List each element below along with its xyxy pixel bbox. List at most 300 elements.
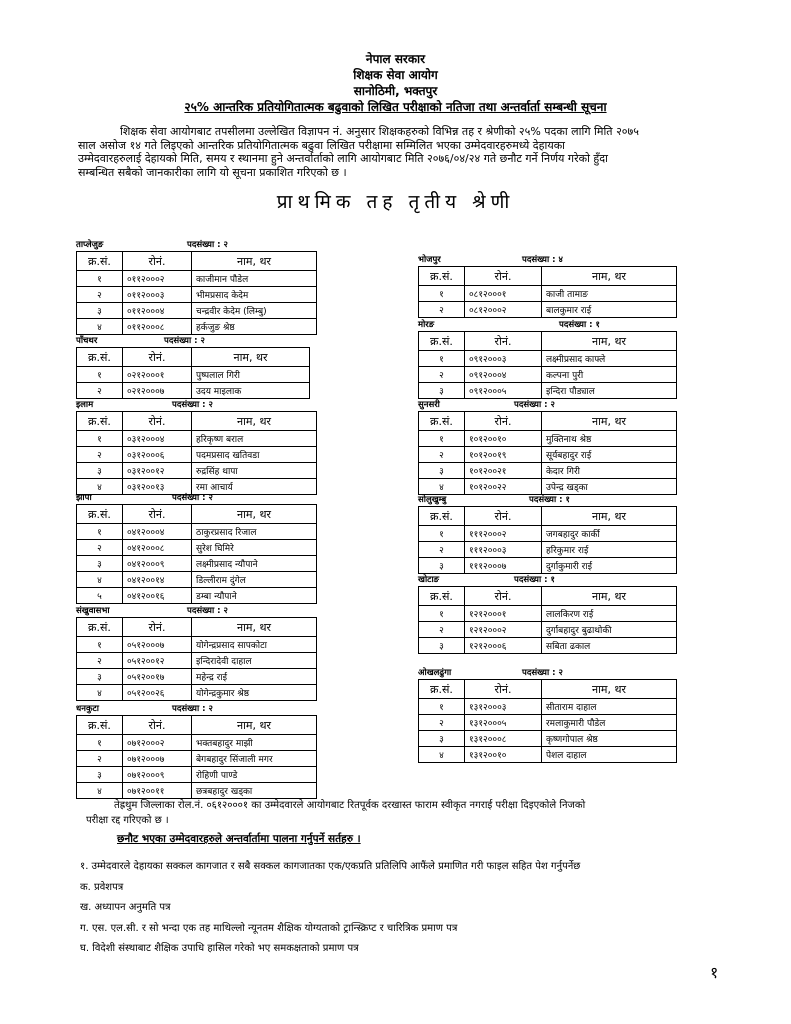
table-row — [77, 637, 317, 653]
candidate-name: हरिकृष्ण बराल — [192, 431, 317, 447]
serial-number: ३ — [419, 558, 465, 574]
roll-number: ०५१२००२६ — [123, 685, 192, 701]
roll-number: ०४१२००१६ — [123, 588, 192, 604]
serial-number: २ — [77, 383, 123, 399]
post-count-label: पदसंख्या : — [514, 575, 548, 585]
requirement-item: ख. अध्यापन अनुमति पत्र — [80, 902, 171, 913]
intro-paragraph — [78, 125, 733, 179]
col-sn-header: क्र.सं. — [419, 587, 465, 606]
table-row — [77, 524, 317, 540]
district-name: धनकुटा — [76, 704, 99, 714]
table-row — [77, 447, 317, 463]
roll-number: १०१२००१९ — [465, 447, 542, 463]
col-name-header: नाम, थर — [542, 332, 677, 351]
col-roll-header: रोनं. — [465, 412, 542, 431]
candidate-table — [418, 266, 677, 318]
district-name: खोटाङ — [418, 575, 440, 585]
post-count-label: पदसंख्या : — [164, 336, 198, 346]
serial-number: ३ — [419, 731, 465, 747]
table-row — [77, 653, 317, 669]
serial-number: २ — [419, 302, 465, 318]
post-count-value: २ — [223, 240, 228, 250]
serial-number: २ — [77, 751, 123, 767]
table-row — [77, 303, 317, 319]
roll-number: १३१२०००५ — [465, 715, 542, 731]
district-block — [76, 702, 317, 799]
serial-number: १ — [77, 367, 123, 383]
intro-line: उम्मेदवारहरुलाई देहायको मिति, समय र स्थानमा हुने अन्तर्वार्ताको लागि आयोगबाट मिति २०७६/०४/२४ गते छनौट गर्ने निर्णय गरेको हुँदा — [78, 152, 608, 165]
table-row — [77, 767, 317, 783]
district-name: इलाम — [76, 400, 94, 410]
roll-number: ०७१२००११ — [123, 783, 192, 799]
candidate-table — [76, 617, 317, 701]
post-count-label: पदसंख्या : — [187, 240, 221, 250]
serial-number: १ — [419, 286, 465, 302]
col-sn-header: क्र.सं. — [77, 716, 123, 735]
serial-number: ३ — [77, 303, 123, 319]
roll-number: ०५१२००१७ — [123, 669, 192, 685]
candidate-name: लक्ष्मीप्रसाद काफ्ले — [542, 351, 677, 367]
table-row — [419, 638, 677, 654]
post-count-label: पदसंख्या : — [522, 668, 556, 678]
district-block — [76, 398, 317, 495]
col-sn-header: क्र.सं. — [419, 412, 465, 431]
col-name-header: नाम, थर — [192, 412, 317, 431]
district-block — [418, 573, 677, 654]
roll-number: ०९१२०००४ — [465, 367, 542, 383]
col-name-header: नाम, थर — [192, 252, 317, 271]
serial-number: २ — [77, 653, 123, 669]
col-roll-header: रोनं. — [465, 332, 542, 351]
table-header-row — [77, 716, 317, 735]
serial-number: १ — [77, 271, 123, 287]
serial-number: ४ — [77, 479, 123, 495]
candidate-name: रमा आचार्य — [192, 479, 317, 495]
district-header — [76, 702, 317, 715]
candidate-table — [76, 347, 310, 399]
candidate-name: लालकिरण राई — [542, 606, 677, 622]
col-roll-header: रोनं. — [123, 252, 192, 271]
candidate-table — [418, 411, 677, 495]
table-row — [77, 383, 310, 399]
table-row — [77, 367, 310, 383]
col-sn-header: क्र.सं. — [419, 680, 465, 699]
serial-number: १ — [419, 431, 465, 447]
candidate-name: सीताराम दाहाल — [542, 699, 677, 715]
candidate-table — [418, 679, 677, 763]
roll-number: १२१२०००२ — [465, 622, 542, 638]
post-count-value: २ — [223, 606, 228, 616]
roll-number: ०९१२०००३ — [465, 351, 542, 367]
post-count — [172, 492, 213, 503]
district-header — [418, 253, 677, 266]
roll-number: १०१२००२२ — [465, 479, 542, 495]
table-row — [77, 685, 317, 701]
candidate-name: काजीमान पौडेल — [192, 271, 317, 287]
serial-number: १ — [419, 606, 465, 622]
post-count — [172, 399, 213, 410]
candidate-name: इन्दिरादेवी दाहाल — [192, 653, 317, 669]
roll-number: ०११२०००२ — [123, 271, 192, 287]
serial-number: २ — [77, 447, 123, 463]
candidate-name: भक्तबहादुर माझी — [192, 735, 317, 751]
serial-number: २ — [77, 540, 123, 556]
district-block — [418, 666, 677, 763]
candidate-name: योगेन्द्रप्रसाद सापकोटा — [192, 637, 317, 653]
serial-number: २ — [419, 622, 465, 638]
serial-number: ४ — [77, 685, 123, 701]
col-sn-header: क्र.सं. — [419, 507, 465, 526]
candidate-name: ठाकुरप्रसाद रिजाल — [192, 524, 317, 540]
roll-number: ०७१२०००९ — [123, 767, 192, 783]
roll-number: ०३१२०००६ — [123, 447, 192, 463]
district-name: ताप्लेजुङ — [76, 240, 104, 250]
category-title: प्राथमिक तह तृतीय श्रेणी — [276, 191, 515, 213]
col-sn-header: क्र.सं. — [77, 348, 123, 367]
post-count — [522, 667, 563, 678]
col-name-header: नाम, थर — [192, 618, 317, 637]
post-count — [522, 254, 563, 265]
district-name: भोजपुर — [418, 255, 441, 265]
table-row — [419, 383, 677, 399]
post-count-value: २ — [550, 400, 555, 410]
table-header-row — [77, 505, 317, 524]
table-row — [77, 271, 317, 287]
table-row — [419, 286, 677, 302]
requirement-item: घ. विदेशी संस्थाबाट शैक्षिक उपाधि हासिल गरेको भए समकक्षताको प्रमाण पत्र — [80, 943, 359, 954]
roll-number: १११२०००७ — [465, 558, 542, 574]
serial-number: ३ — [77, 463, 123, 479]
col-sn-header: क्र.सं. — [77, 505, 123, 524]
page-number: १ — [710, 963, 719, 982]
candidate-name: रमलाकुमारी पौडेल — [542, 715, 677, 731]
roll-number: ०२१२०००१ — [123, 367, 192, 383]
roll-number: ०४१२०००९ — [123, 556, 192, 572]
candidate-name: दुर्गाकुमारी राई — [542, 558, 677, 574]
note-line: तेह्रथुम जिल्लाका रोल.नं. ०६१२०००१ का उम्मेदवारले आयोगबाट रितपूर्वक दरखास्त फाराम स्वीकृत नगराई परीक्षा दिइएकोले निजको — [114, 800, 586, 811]
candidate-name: हरिकुमार राई — [542, 542, 677, 558]
col-roll-header: रोनं. — [123, 618, 192, 637]
serial-number: ३ — [77, 767, 123, 783]
candidate-name: सूर्यबहादुर राई — [542, 447, 677, 463]
col-sn-header: क्र.सं. — [77, 618, 123, 637]
post-count-label: पदसंख्या : — [172, 704, 206, 714]
table-row — [419, 747, 677, 763]
candidate-table — [418, 331, 677, 399]
serial-number: २ — [419, 367, 465, 383]
roll-number: १०१२००१० — [465, 431, 542, 447]
roll-number: १३१२०००८ — [465, 731, 542, 747]
candidate-name: केदार गिरी — [542, 463, 677, 479]
candidate-table — [418, 506, 677, 574]
serial-number: ४ — [419, 479, 465, 495]
table-row — [77, 319, 317, 335]
table-row — [77, 287, 317, 303]
roll-number: ०११२०००४ — [123, 303, 192, 319]
post-count-label: पदसंख्या : — [559, 320, 593, 330]
roll-number: ०४१२०००८ — [123, 540, 192, 556]
table-header-row — [419, 332, 677, 351]
serial-number: ३ — [77, 556, 123, 572]
district-block — [76, 238, 317, 335]
candidate-table — [76, 251, 317, 335]
roll-number: ०४१२००१४ — [123, 572, 192, 588]
candidate-table — [76, 504, 317, 604]
district-block — [418, 318, 677, 399]
candidate-name: योगेन्द्रकुमार श्रेष्ठ — [192, 685, 317, 701]
table-row — [77, 463, 317, 479]
table-header-row — [77, 252, 317, 271]
table-header-row — [77, 412, 317, 431]
serial-number: ५ — [77, 588, 123, 604]
note-line: परीक्षा रद्द गरिएको छ । — [86, 815, 169, 826]
serial-number: १ — [77, 431, 123, 447]
serial-number: ३ — [419, 638, 465, 654]
org-name: नेपाल सरकार — [365, 52, 426, 66]
district-header — [76, 334, 310, 347]
col-name-header: नाम, थर — [192, 716, 317, 735]
candidate-name: कृष्णगोपाल श्रेष्ठ — [542, 731, 677, 747]
district-header — [418, 493, 677, 506]
roll-number: ०८१२०००२ — [465, 302, 542, 318]
district-block — [76, 491, 317, 604]
post-count — [529, 494, 570, 505]
post-count-value: २ — [208, 704, 213, 714]
roll-number: १११२०००३ — [465, 542, 542, 558]
table-row — [77, 540, 317, 556]
district-name: सुनसरी — [418, 400, 440, 410]
serial-number: ४ — [77, 319, 123, 335]
serial-number: ३ — [419, 463, 465, 479]
post-count — [164, 335, 205, 346]
roll-number: ०७१२०००७ — [123, 751, 192, 767]
requirements-list — [80, 857, 580, 960]
post-count-value: २ — [208, 493, 213, 503]
table-header-row — [419, 507, 677, 526]
table-row — [77, 783, 317, 799]
candidate-name: लक्ष्मीप्रसाद न्यौपाने — [192, 556, 317, 572]
requirement-item: क. प्रवेशपत्र — [80, 881, 124, 893]
district-block — [418, 253, 677, 318]
post-count-label: पदसंख्या : — [172, 493, 206, 503]
candidate-name: इन्दिरा पौड्याल — [542, 383, 677, 399]
table-row — [419, 367, 677, 383]
candidate-table — [76, 411, 317, 495]
district-header — [418, 666, 677, 679]
table-row — [419, 558, 677, 574]
col-roll-header: रोनं. — [123, 505, 192, 524]
roll-number: १११२०००२ — [465, 526, 542, 542]
serial-number: ४ — [77, 783, 123, 799]
roll-number: १२१२०००१ — [465, 606, 542, 622]
roll-number: ०११२०००८ — [123, 319, 192, 335]
serial-number: २ — [419, 542, 465, 558]
district-name: सोलुखुम्बु — [418, 495, 447, 505]
district-header — [76, 604, 317, 617]
col-name-header: नाम, थर — [542, 267, 677, 286]
candidate-name: पदमप्रसाद खतिवडा — [192, 447, 317, 463]
table-row — [419, 542, 677, 558]
district-header — [76, 238, 317, 251]
col-roll-header: रोनं. — [123, 348, 192, 367]
serial-number: १ — [419, 351, 465, 367]
candidate-name: रोहिणी पाण्डे — [192, 767, 317, 783]
table-row — [419, 715, 677, 731]
candidate-name: चन्द्रवीर केदेम (लिम्बु) — [192, 303, 317, 319]
col-name-header: नाम, थर — [542, 412, 677, 431]
post-count-value: १ — [550, 575, 555, 585]
table-header-row — [77, 348, 310, 367]
intro-line: शिक्षक सेवा आयोगबाट तपसीलमा उल्लेखित विज्ञापन नं. अनुसार शिक्षकहरुको विभिन्न तह र श्रेणीको २५% पदका लागि मिति २०७५ — [120, 125, 639, 138]
roll-number: ०३१२००१२ — [123, 463, 192, 479]
col-roll-header: रोनं. — [465, 267, 542, 286]
roll-number: १२१२०००६ — [465, 638, 542, 654]
roll-number: ०३१२००१३ — [123, 479, 192, 495]
post-count — [187, 605, 228, 616]
table-row — [77, 735, 317, 751]
note-paragraph — [86, 798, 585, 828]
roll-number: ०११२०००३ — [123, 287, 192, 303]
post-count — [172, 703, 213, 714]
roll-number: ०८१२०००१ — [465, 286, 542, 302]
post-count-value: २ — [208, 400, 213, 410]
table-row — [77, 556, 317, 572]
col-roll-header: रोनं. — [465, 680, 542, 699]
table-header-row — [419, 412, 677, 431]
district-name: पाँचथर — [76, 336, 98, 346]
candidate-name: उपेन्द्र खड्का — [542, 479, 677, 495]
requirement-item: १. उम्मेदवारले देहायका सक्कल कागजात र सबै सक्कल कागजातका एक/एकप्रति प्रतिलिपि आफैंले प्रमाणित गरी फाइल सहित पेश गर्नुपर्नेछ — [80, 861, 581, 872]
table-header-row — [419, 267, 677, 286]
col-roll-header: रोनं. — [465, 587, 542, 606]
candidate-name: सबिता ढकाल — [542, 638, 677, 654]
district-header — [418, 398, 677, 411]
col-roll-header: रोनं. — [123, 412, 192, 431]
post-count-label: पदसंख्या : — [522, 255, 556, 265]
table-header-row — [419, 680, 677, 699]
post-count-value: १ — [595, 320, 600, 330]
col-sn-header: क्र.सं. — [419, 267, 465, 286]
district-name: मोरङ — [418, 320, 435, 330]
district-block — [76, 334, 310, 399]
serial-number: १ — [77, 735, 123, 751]
table-row — [419, 431, 677, 447]
candidate-name: पुष्पलाल गिरी — [192, 367, 310, 383]
serial-number: ४ — [77, 572, 123, 588]
table-header-row — [77, 618, 317, 637]
candidate-name: बेगबहादुर सिंजाली मगर — [192, 751, 317, 767]
post-count — [187, 239, 228, 250]
col-name-header: नाम, थर — [542, 507, 677, 526]
roll-number: ०४१२०००४ — [123, 524, 192, 540]
serial-number: २ — [419, 447, 465, 463]
roll-number: ०७१२०००२ — [123, 735, 192, 751]
col-name-header: नाम, थर — [192, 348, 310, 367]
col-sn-header: क्र.सं. — [77, 412, 123, 431]
roll-number: ०३१२०००४ — [123, 431, 192, 447]
table-row — [419, 699, 677, 715]
candidate-name: महेन्द्र राई — [192, 669, 317, 685]
table-row — [419, 447, 677, 463]
district-header — [76, 398, 317, 411]
col-sn-header: क्र.सं. — [77, 252, 123, 271]
district-name: झापा — [76, 493, 92, 503]
table-row — [419, 606, 677, 622]
post-count-label: पदसंख्या : — [514, 400, 548, 410]
candidate-name: रुद्रसिंह थापा — [192, 463, 317, 479]
post-count-value: २ — [558, 668, 563, 678]
table-row — [77, 572, 317, 588]
post-count — [514, 574, 555, 585]
candidate-name: जगबहादुर कार्की — [542, 526, 677, 542]
serial-number: १ — [77, 637, 123, 653]
roll-number: ०२१२०००७ — [123, 383, 192, 399]
col-name-header: नाम, थर — [542, 680, 677, 699]
district-header — [418, 318, 677, 331]
district-header — [76, 491, 317, 504]
candidate-table — [418, 586, 677, 654]
col-roll-header: रोनं. — [465, 507, 542, 526]
table-row — [419, 351, 677, 367]
roll-number: ०९१२०००५ — [465, 383, 542, 399]
district-block — [418, 398, 677, 495]
serial-number: ३ — [77, 669, 123, 685]
table-row — [77, 669, 317, 685]
post-count — [559, 319, 600, 330]
table-row — [77, 431, 317, 447]
post-count-label: पदसंख्या : — [529, 495, 563, 505]
candidate-name: दुर्गाबहादुर बुढाथोकी — [542, 622, 677, 638]
intro-line: साल असोज १४ गते लिइएको आन्तरिक प्रतियोगितात्मक बढुवा लिखित परीक्षामा सम्मिलित भएका उम्मेदवारहरुमध्ये देहायका — [78, 138, 566, 152]
intro-line: सम्बन्धित सबैको जानकारीका लागि यो सूचना प्रकाशित गरिएको छ । — [78, 165, 347, 179]
candidate-name: छत्रबहादुर खड्का — [192, 783, 317, 799]
table-row — [419, 731, 677, 747]
candidate-name: कल्पना पुरी — [542, 367, 677, 383]
table-row — [77, 751, 317, 767]
candidate-name: हर्कजुङ श्रेष्ठ — [192, 319, 317, 335]
table-row — [419, 302, 677, 318]
candidate-name: भीमप्रसाद केदेम — [192, 287, 317, 303]
requirement-item: ग. एस. एल.सी. र सो भन्दा एक तह माथिल्लो न्यूनतम शैक्षिक योग्यताको ट्रान्स्क्रिप्ट र चारित्रिक प्रमाण पत्र — [80, 922, 458, 934]
candidate-name: उदय माइलाक — [192, 383, 310, 399]
district-block — [76, 604, 317, 701]
district-block — [418, 493, 677, 574]
serial-number: ४ — [419, 747, 465, 763]
table-row — [77, 588, 317, 604]
candidate-name: मुक्तिनाथ श्रेष्ठ — [542, 431, 677, 447]
serial-number: २ — [419, 715, 465, 731]
candidate-name: पेशल दाहाल — [542, 747, 677, 763]
serial-number: २ — [77, 287, 123, 303]
col-name-header: नाम, थर — [542, 587, 677, 606]
roll-number: ०५१२०००७ — [123, 637, 192, 653]
candidate-name: डम्बा न्यौपाने — [192, 588, 317, 604]
roll-number: ०५१२००१२ — [123, 653, 192, 669]
serial-number: १ — [77, 524, 123, 540]
col-sn-header: क्र.सं. — [419, 332, 465, 351]
address: सानोठिमी, भक्तपुर — [353, 84, 438, 98]
table-row — [419, 463, 677, 479]
post-count-value: ४ — [558, 255, 563, 265]
post-count-value: १ — [565, 495, 570, 505]
col-name-header: नाम, थर — [192, 505, 317, 524]
district-name: संखुवासभा — [76, 606, 110, 616]
notice-title: २५% आन्तरिक प्रतियोगितात्मक बढुवाको लिखित परीक्षाको नतिजा तथा अन्तर्वार्ता सम्बन्धी सूचना — [184, 100, 607, 114]
candidate-name: काजी तामाङ — [542, 286, 677, 302]
candidate-name: सुरेश घिमिरे — [192, 540, 317, 556]
post-count-value: २ — [200, 336, 205, 346]
post-count-label: पदसंख्या : — [187, 606, 221, 616]
